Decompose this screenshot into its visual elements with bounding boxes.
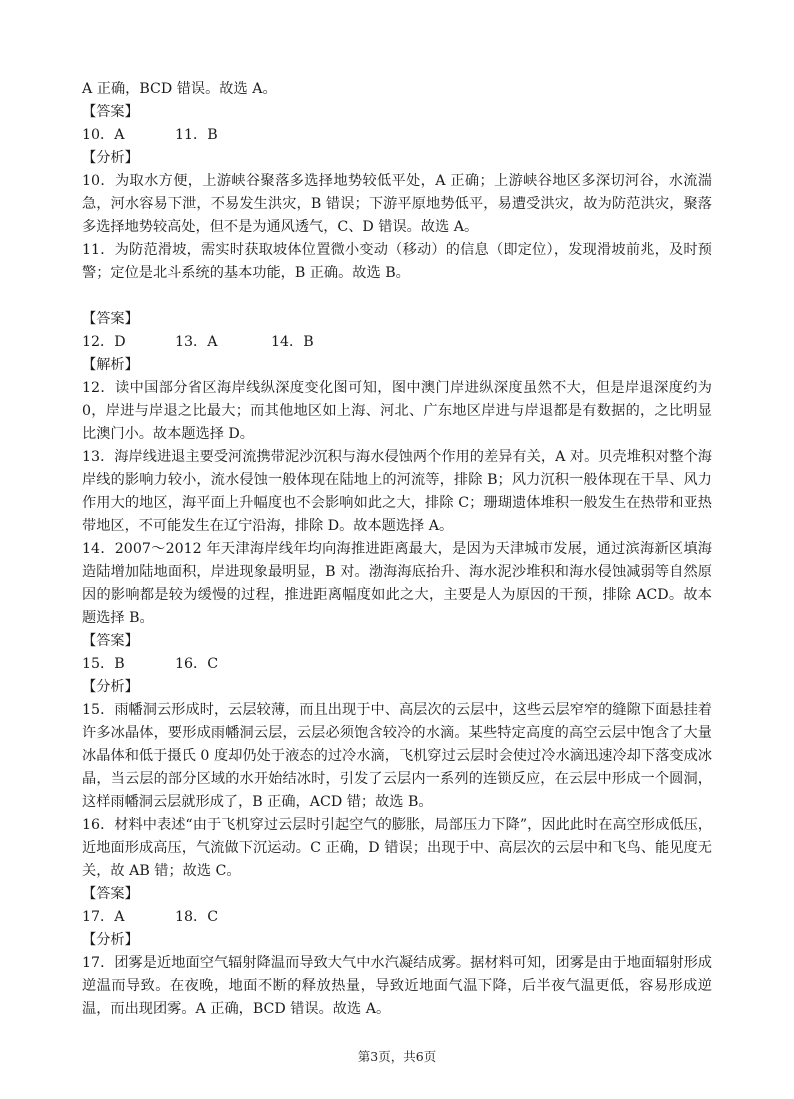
analysis-paragraph: 12．读中国部分省区海岸线纵深度变化图可知，图中澳门岸进纵深度虽然不大，但是岸退深度约为 0，岸进与岸退之比最大；而其他地区如上海、河北、广东地区岸进与岸退都是有数据的，之比明显比澳门小。故本题选择 D。 [82, 380, 712, 442]
analysis-paragraph: 17．团雾是近地面空气辐射降温而导致大气中水汽凝结成雾。据材料可知，团雾是由于地面辐射形成逆温而导致。在夜晚，地面不断的释放热量，导致近地面气温下降，后半夜气温更低，容易形成逆温，而出现团雾。A 正确，BCD 错误。故选 A。 [82, 955, 712, 1017]
analysis-paragraph: 11．为防范滑坡，需实时获取坡体位置微小变动（移动）的信息（即定位），发现滑坡前兆，及时预警；定位是北斗系统的基本功能，B 正确。故选 B。 [82, 242, 712, 281]
answer-item: 10．A [82, 127, 125, 143]
text-line: A 正确，BCD 错误。故选 A。 [82, 81, 277, 97]
section-label: 【答案】 [82, 104, 139, 120]
analysis-paragraph: 16．材料中表述“由于飞机穿过云层时引起空气的膨胀，局部压力下降”，因此此时在高空形成低压，近地面形成高压，气流做下沉运动。C 正确，D 错误；出现于中、高层次的云层中和飞鸟、能见度无关，故 AB 错；故选 C。 [82, 817, 712, 879]
analysis-paragraph: 10．为取水方便，上游峡谷聚落多选择地势较低平处，A 正确；上游峡谷地区多深切河谷，水流湍急，河水容易下泄，不易发生洪灾，B 错误；下游平原地势低平，易遭受洪灾，故为防范洪灾，聚落多选择地势较高处，但不是为通风透气，C、D 错误。故选 A。 [82, 173, 712, 235]
section-label: 【答案】 [82, 886, 139, 902]
answer-item: 12．D [82, 334, 126, 350]
section-label: 【分析】 [82, 679, 139, 695]
section-label: 【答案】 [82, 311, 139, 327]
analysis-paragraph: 13．海岸线进退主要受河流携带泥沙沉积与海水侵蚀两个作用的差异有关，A 对。贝壳堆积对整个海岸线的影响力较小，流水侵蚀一般体现在陆地上的河流等，排除 B；风力沉积一般体现在干旱、风力作用大的地区，海平面上升幅度也不会影响如此之大，排除 C；珊瑚遗体堆积一般发生在热带和亚热带地区，不可能发生在辽宁沿海，排除 D。故本题选择 A。 [82, 449, 712, 534]
page-footer: 第3页，共6页 [357, 1049, 437, 1064]
answer-row [82, 124, 712, 147]
analysis-paragraph: 15．雨幡洞云形成时，云层较薄，而且出现于中、高层次的云层中，这些云层窄窄的缝隙下面悬挂着许多冰晶体，要形成雨幡洞云层，云层必须饱含较冷的水滴。某些特定高度的高空云层中饱含了大量冰晶体和低于摄氏 0 度却仍处于液态的过冷水滴，飞机穿过云层时会使过冷水滴迅速冷却下落变成冰晶，当云层的部分区域的水开始结冰时，引发了云层内一系列的连锁反应，在云层中形成一个圆洞，这样雨幡洞云层就形成了，B 正确，ACD 错；故选 B。 [82, 702, 712, 810]
answer-item: 11．B [175, 127, 218, 143]
section-label: 【分析】 [82, 150, 139, 166]
answer-item: 16．C [175, 656, 219, 672]
answer-item: 14．B [271, 334, 314, 350]
analysis-paragraph: 14．2007～2012 年天津海岸线年均向海推进距离最大，是因为天津城市发展，通过滨海新区填海造陆增加陆地面积，岸进现象最明显，B 对。渤海海底抬升、海水泥沙堆积和海水侵蚀减弱等自然原因的影响都是较为缓慢的过程，推进距离幅度如此之大，主要是人为原因的干预，排除 ACD。故本题选择 B。 [82, 541, 712, 626]
answer-item: 15．B [82, 656, 125, 672]
answer-row [82, 906, 712, 929]
answer-item: 13．A [175, 334, 218, 350]
answer-row [82, 331, 712, 354]
page-content [82, 78, 712, 1021]
answer-item: 18．C [175, 909, 219, 925]
section-label: 【答案】 [82, 633, 139, 649]
section-label: 【分析】 [82, 932, 139, 948]
answer-row [82, 653, 712, 676]
blank-line [82, 285, 712, 308]
section-label: 【解析】 [82, 357, 139, 373]
answer-item: 17．A [82, 909, 125, 925]
